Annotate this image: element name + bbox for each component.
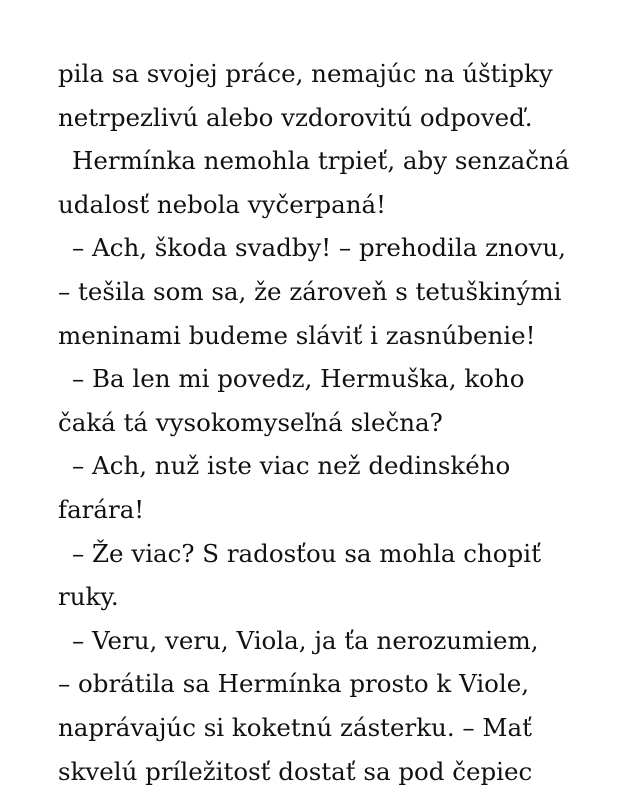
text-line-11: farára! xyxy=(58,494,145,524)
text-line-13: ruky. xyxy=(58,582,119,612)
text-line-17: skvelú príležitosť dostať sa pod čepiec xyxy=(58,756,533,786)
text-line-10: – Ach, nuž iste viac než dedinského xyxy=(72,451,511,481)
text-line-7: meninami budeme sláviť i zasnúbenie! xyxy=(58,320,536,350)
text-line-5: – Ach, škoda svadby! – prehodila znovu, xyxy=(72,233,566,263)
text-line-1: pila sa svojej práce, nemajúc na úštipky xyxy=(58,59,553,88)
text-line-15: – obrátila sa Hermínka prosto k Viole, xyxy=(58,669,530,699)
text-line-9: čaká tá vysokomyseľná slečna? xyxy=(58,407,443,437)
text-line-4: udalosť nebola vyčerpaná! xyxy=(58,189,386,219)
text-line-6: – tešila som sa, že zároveň s tetuškinými xyxy=(58,276,562,306)
book-page-text xyxy=(58,52,618,793)
text-line-14: – Veru, veru, Viola, ja ťa nerozumiem, xyxy=(72,625,539,655)
text-line-8: – Ba len mi povedz, Hermuška, koho xyxy=(72,364,525,394)
text-line-12: – Že viac? S radosťou sa mohla chopiť xyxy=(72,538,541,568)
text-line-3: Hermínka nemohla trpieť, aby senzačná xyxy=(72,146,570,176)
text-line-16: naprávajúc si koketnú zásterku. – Mať xyxy=(58,712,532,742)
text-line-2: netrpezlivú alebo vzdorovitú odpoveď. xyxy=(58,102,533,132)
